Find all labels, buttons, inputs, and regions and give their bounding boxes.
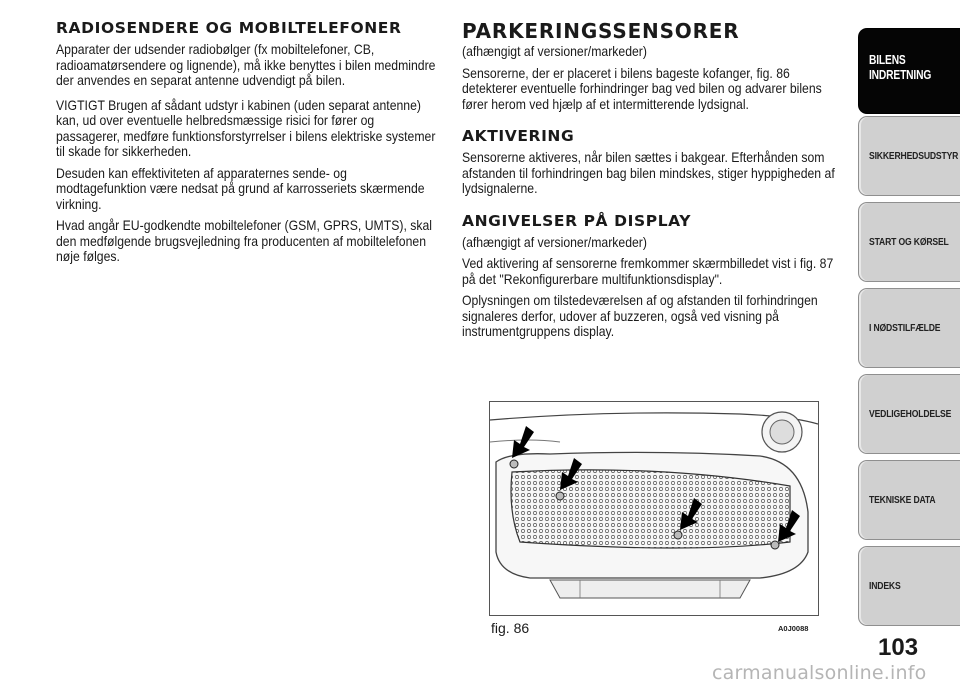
section-heading-display: ANGIVELSER PÅ DISPLAY — [462, 211, 692, 230]
tab-sikkerhedsudstyr[interactable]: SIKKERHEDSUDSTYR — [858, 116, 960, 196]
section-heading-aktivering: AKTIVERING — [462, 127, 575, 145]
tab-indeks[interactable]: INDEKS — [858, 546, 960, 626]
section-heading-radio: RADIOSENDERE OG MOBILTELEFONER — [56, 19, 402, 37]
right-column — [462, 18, 844, 346]
version-note: (afhængigt af versioner/markeder) — [462, 234, 647, 250]
watermark: carmanualsonline.info — [712, 662, 927, 684]
parking-sensor-dot — [771, 541, 779, 549]
page-title: PARKERINGSSENSORER — [462, 19, 740, 43]
paragraph: Apparater der udsender radiobølger (fx mobiltelefoner, CB, radioamatørsendere og lignende), må ikke benyttes i bilen medmindre der anvendes en separat antenne udvendigt på bilen. — [56, 42, 436, 88]
parking-sensor-dot — [510, 460, 518, 468]
version-note: (afhængigt af versioner/markeder) — [462, 44, 647, 59]
paragraph: VIGTIGT Brugen af sådant udstyr i kabinen (uden separat antenne) kan, ud over eventuelle helbredsmæssige risici for fører og passagerer, medføre funktionsforstyrrelser i bilens elektriske systemer til skade for sikkerheden. — [56, 97, 436, 159]
paragraph: Sensorerne aktiveres, når bilen sættes i bakgear. Efterhånden som afstanden til forhindringen bag bilen mindskes, stiger hyppigheden af lydsignalerne. — [462, 150, 835, 196]
chapter-tabs — [858, 0, 960, 686]
parking-sensor-dot — [674, 531, 682, 539]
figure-code: A0J0088 — [778, 624, 809, 633]
paragraph: Sensorerne, der er placeret i bilens bageste kofanger, fig. 86 detekterer eventuelle forhindringer bag ved bilen og advarer bilens fører herom ved hjælp af et intermitterende lydsignal. — [462, 65, 822, 112]
bumper-sensor-illustration — [489, 401, 819, 616]
paragraph: Oplysningen om tilstedeværelsen af og afstanden til forhindringen signaleres derfor, udover af buzzeren, også ved visning på instrumentgruppens display. — [462, 293, 818, 339]
paragraph: Desuden kan effektiviteten af apparaternes sende- og modtagefunktion være nedsat på grund af karrosseriets skærmende virkning. — [56, 165, 425, 212]
parking-sensor-dot — [556, 492, 564, 500]
tab-i-nodstilfaelde[interactable]: I NØDSTILFÆLDE — [858, 288, 960, 368]
page-number: 103 — [878, 634, 919, 661]
figure-caption: fig. 86 — [491, 620, 530, 636]
tab-start-og-korsel[interactable]: START OG KØRSEL — [858, 202, 960, 282]
paragraph: Ved aktivering af sensorerne fremkommer skærmbilledet vist i fig. 87 på det "Rekonfigurerbare multifunktionsdisplay". — [462, 256, 834, 287]
paragraph: Hvad angår EU-godkendte mobiltelefoner (GSM, GPRS, UMTS), skal den medfølgende brugsvejledning fra producenten af mobiltelefonen nøje følges. — [56, 218, 433, 264]
tab-bilens-indretning[interactable]: BILENS INDRETNING — [858, 28, 960, 114]
tab-vedligeholdelse[interactable]: VEDLIGEHOLDELSE — [858, 374, 960, 454]
left-column — [56, 18, 440, 271]
tab-tekniske-data[interactable]: TEKNISKE DATA — [858, 460, 960, 540]
